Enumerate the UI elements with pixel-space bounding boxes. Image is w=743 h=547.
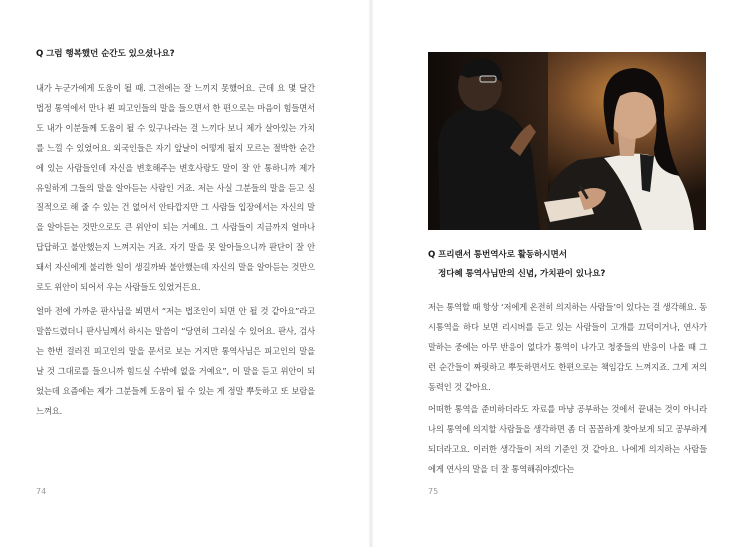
interview-photo-illustration (428, 52, 706, 230)
left-page (0, 0, 371, 547)
interview-photo (428, 52, 706, 230)
right-paragraph-1: 저는 통역할 때 항상 ‘저에게 온전히 의지하는 사람들’이 있다는 걸 생각해요. 동시통역을 하다 보면 리시버를 듣고 있는 사람들이 고개를 끄덕이거나, 연사가 말하는 중에는 아무 반응이 없다가 통역이 나가고 청중들의 반응이 나올 때 그런 순간들이 짜릿하고 뿌듯하면서도 한편으로는 책임감도 느껴지죠. 그게 저의 동력인 것 같아요. (428, 302, 707, 392)
right-page (372, 0, 743, 547)
right-question-line-2: 정다혜 통역사님만의 신념, 가치관이 있나요? (438, 269, 606, 279)
left-paragraph-1: 내가 누군가에게 도움이 될 때. 그전에는 잘 느끼지 못했어요. 근데 요 몇 달간 법정 통역에서 만나 뵌 피고인들의 말을 들으면서 한 편으로는 마음이 힘들면서도 내가 이분들께 도움이 될 수 있구나라는 걸 느끼다 보니 제가 살아있는 가치를 느낄 수 있었어요. 외국인들은 자기 앞날이 어떻게 될지 모르는 절박한 순간에 있는 사람들인데 자신을 변호해주는 변호사랑도 말이 잘 안 통하니까 제가 유일하게 그들의 말을 알아듣는 사람인 거죠. 저는 사실 그분들의 말을 듣고 실질적으로 해 줄 수 있는 건 없어서 안타깝지만 그 사람들 입장에서는 자신의 말을 알아듣는 것만으로도 큰 위안이 되는 거예요. 그 사람들이 지금까지 얼마나 답답하고 불안했는지 느껴지는 거죠. 자기 말을 못 알아들으니까 판단이 잘 안 돼서 자신에게 불리한 일이 생길까봐 불안했는데 자신의 말을 알아듣는 것만으로도 위안이 되어서 우는 사람들도 있었거든요. (36, 83, 315, 293)
page-number-right: 75 (428, 487, 439, 496)
right-question-heading (428, 246, 718, 284)
left-paragraph-2: 얼마 전에 가까운 판사님을 뵈면서 “저는 법조인이 되면 안 될 것 같아요”라고 말씀드렸더니 판사님께서 하시는 말씀이 “당연히 그러실 수 있어요. 판사, 검사는 한번 걸러진 피고인의 말을 문서로 보는 거지만 통역사님은 피고인의 말을 날 것 그대로를 들으니까 힘드실 수밖에 없을 거예요”, 이 말을 듣고 위안이 되었는데 요즘에는 제가 그분들께 도움이 될 수 있는 게 정말 뿌듯하고 또 보람을 느껴요. (36, 306, 315, 416)
page-number-left: 74 (36, 487, 47, 496)
right-paragraph-2: 어떠한 통역을 준비하더라도 자료를 마냥 공부하는 것에서 끝내는 것이 아니라 나의 통역에 의지할 사람들을 생각하면 좀 더 꼼꼼하게 찾아보게 되고 공부하게 되더라고요. 이러한 생각들이 저의 기준인 것 같아요. 나에게 의지하는 사람들에게 연사의 말을 더 잘 통역해줘야겠다는 (428, 404, 707, 474)
right-question-line-1: Q 프리랜서 통번역사로 활동하시면서 (428, 250, 567, 260)
left-question-heading: Q 그럼 행복했던 순간도 있으셨나요? (36, 49, 175, 59)
